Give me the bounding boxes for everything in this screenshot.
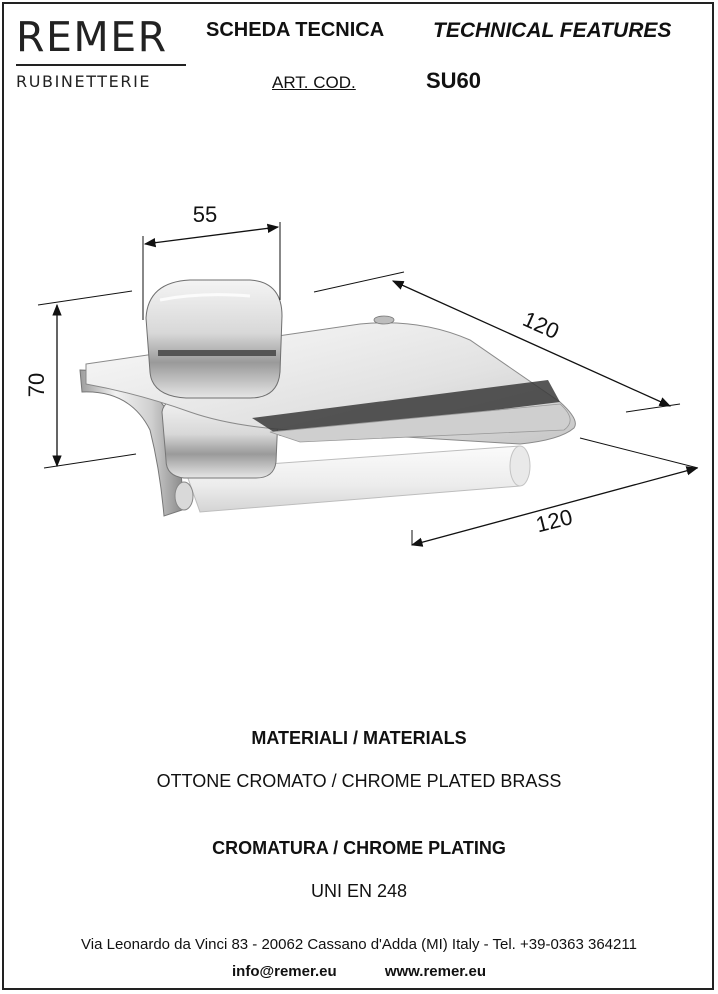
- article-code-value: SU60: [426, 68, 482, 93]
- paper-roll-end: [510, 446, 530, 486]
- dimension-depth-bottom-label: 120: [533, 504, 576, 538]
- footer-contacts: [0, 963, 718, 980]
- dimension-depth-top-label: 120: [519, 306, 563, 345]
- dimension-height-label: 70: [24, 372, 49, 398]
- materials-title: MATERIALI / MATERIALS: [251, 728, 467, 748]
- toilet-roll-holder-illustration: [80, 280, 575, 516]
- dimension-width-label: 55: [192, 202, 218, 227]
- brand-subtitle: RUBINETTERIE: [16, 72, 152, 91]
- title-italian: SCHEDA TECNICA: [206, 19, 385, 41]
- brand-logo: [16, 14, 188, 91]
- footer-email[interactable]: info@remer.eu: [232, 963, 337, 980]
- title-english: TECHNICAL FEATURES: [433, 19, 672, 42]
- plating-title: CROMATURA / CHROME PLATING: [212, 838, 506, 858]
- footer-website[interactable]: www.remer.eu: [384, 963, 486, 980]
- logo-divider: [16, 64, 186, 66]
- article-code-label: ART. COD.: [272, 73, 356, 92]
- brand-name: REMER: [16, 13, 168, 61]
- technical-drawing: [0, 150, 718, 580]
- materials-value: OTTONE CROMATO / CHROME PLATED BRASS: [156, 771, 562, 791]
- plating-value: UNI EN 248: [310, 881, 408, 901]
- footer-address: Via Leonardo da Vinci 83 - 20062 Cassano d'Adda (MI) Italy - Tel. +39-0363 364211: [81, 936, 637, 953]
